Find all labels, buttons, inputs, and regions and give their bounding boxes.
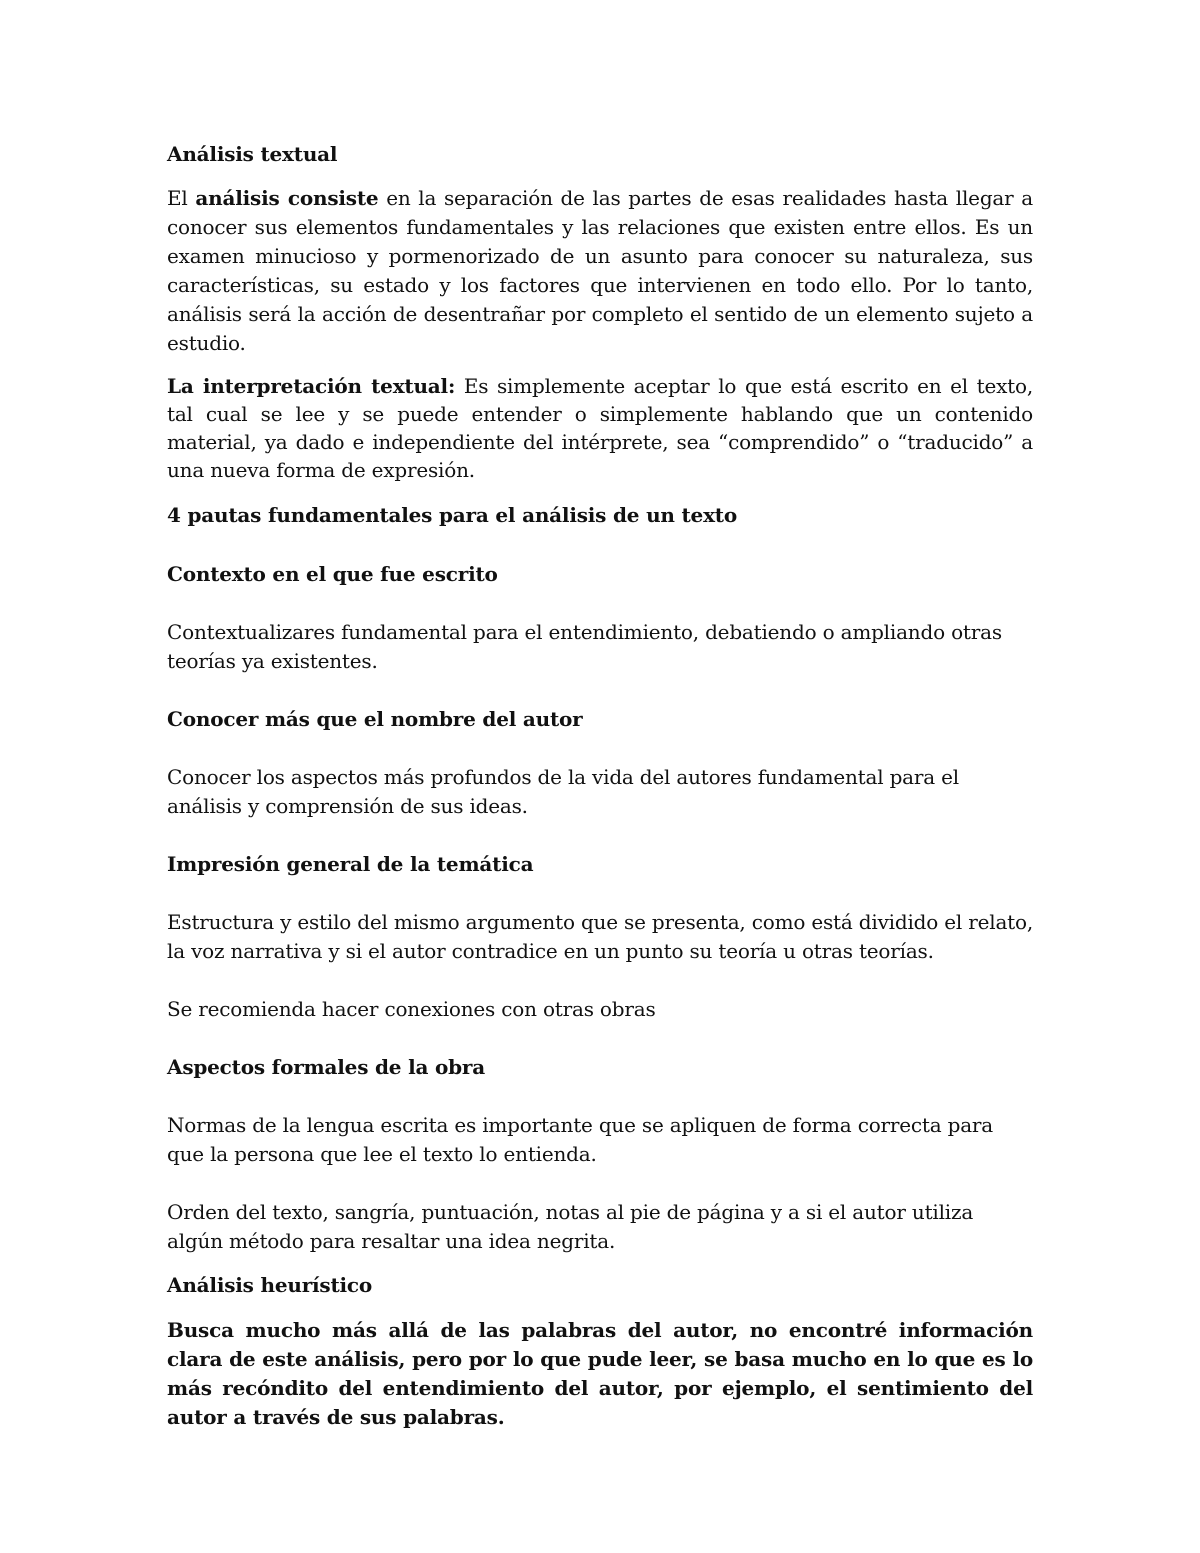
- document-page: [167, 140, 1033, 1432]
- pautas-heading: 4 pautas fundamentales para el análisis de un texto: [167, 503, 737, 527]
- section-text-conexiones: Se recomienda hacer conexiones con otras obras: [167, 997, 656, 1021]
- document-title: Análisis textual: [167, 142, 338, 166]
- section-text-heuristico: Busca mucho más allá de las palabras del autor, no encontré información clara de este análisis, pero por lo que pude leer, se basa mucho en lo que es lo más recóndito del entendimiento del autor, por ejemplo, el sentimiento del autor a través de sus palabras.: [167, 1318, 1033, 1429]
- interpretation-paragraph: [167, 372, 1033, 484]
- section-text-orden: Orden del texto, sangría, puntuación, notas al pie de página y a si el autor utiliza algún método para resaltar una idea negrita.: [167, 1200, 974, 1253]
- section-heading-contexto: Contexto en el que fue escrito: [167, 562, 498, 586]
- analysis-bold-term: análisis consiste: [195, 186, 379, 210]
- section-heading-heuristico: Análisis heurístico: [167, 1273, 373, 1297]
- section-heading-aspectos: Aspectos formales de la obra: [167, 1055, 486, 1079]
- analysis-paragraph: [167, 184, 1033, 358]
- section-text-contexto: Contextualizares fundamental para el entendimiento, debatiendo o ampliando otras teorías ya existentes.: [167, 620, 1002, 673]
- analysis-lead: El: [167, 186, 196, 210]
- interpretation-body: Es simplemente aceptar lo que está escrito en el texto, tal cual se lee y se puede entender o simplemente hablando que un contenido material, ya dado e independiente del intérprete, sea “comprendido” o “traducido” a una nueva forma de expresión.: [167, 374, 1033, 482]
- section-text-autor: Conocer los aspectos más profundos de la vida del autores fundamental para el análisis y comprensión de sus ideas.: [167, 765, 959, 818]
- section-heading-autor: Conocer más que el nombre del autor: [167, 707, 583, 731]
- section-text-tematica: Estructura y estilo del mismo argumento que se presenta, como está dividido el relato, la voz narrativa y si el autor contradice en un punto su teoría u otras teorías.: [167, 910, 1034, 963]
- interpretation-bold-term: La interpretación textual:: [167, 374, 456, 398]
- analysis-body: en la separación de las partes de esas realidades hasta llegar a conocer sus elementos fundamentales y las relaciones que existen entre ellos. Es un examen minucioso y pormenorizado de un asunto para conocer su naturaleza, sus características, su estado y los factores que intervienen en todo ello. Por lo tanto, análisis será la acción de desentrañar por completo el sentido de un elemento sujeto a estudio.: [167, 186, 1033, 355]
- section-heading-tematica: Impresión general de la temática: [167, 852, 534, 876]
- section-text-normas: Normas de la lengua escrita es importante que se apliquen de forma correcta para que la persona que lee el texto lo entienda.: [167, 1113, 994, 1166]
